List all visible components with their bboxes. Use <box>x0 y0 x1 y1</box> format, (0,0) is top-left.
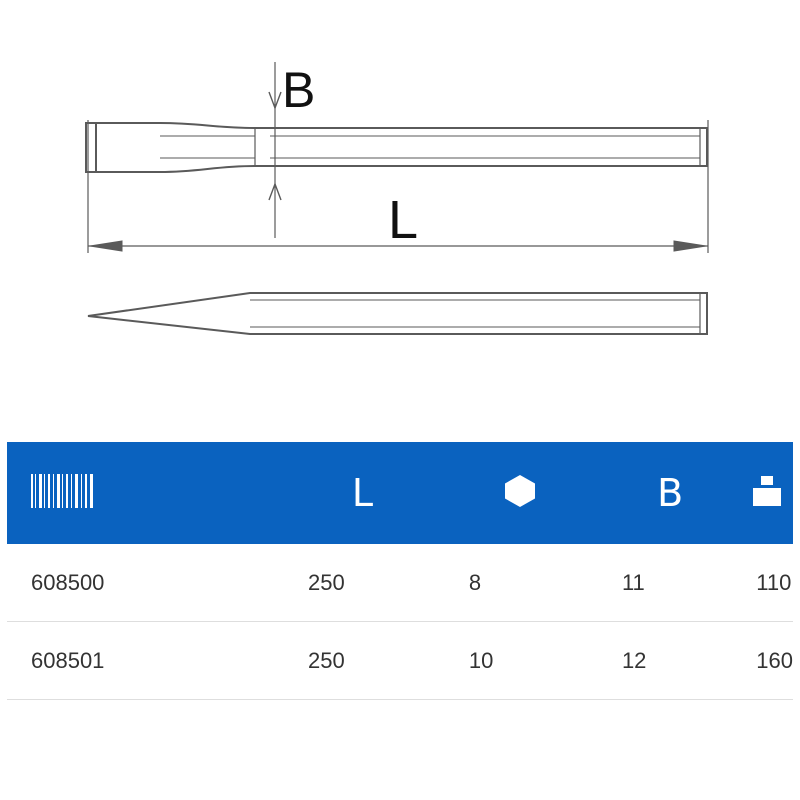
header-b-label: B <box>657 471 684 515</box>
hexagon-icon <box>504 474 536 508</box>
cell-length: 250 <box>284 544 441 622</box>
cell-weight: 110 <box>740 544 793 622</box>
header-length-label: L <box>351 471 374 515</box>
cell-b: 11 <box>600 544 740 622</box>
cell-hex: 10 <box>441 622 600 700</box>
table-header-row <box>7 442 793 544</box>
spec-table <box>7 442 793 700</box>
point-chisel-outline <box>88 293 707 334</box>
cell-code: 608500 <box>7 544 284 622</box>
header-weight <box>740 442 793 544</box>
table-row <box>7 544 793 622</box>
cell-code: 608501 <box>7 622 284 700</box>
barcode-icon <box>31 474 93 508</box>
header-hex <box>441 442 600 544</box>
chisel-outline <box>86 123 707 172</box>
header-b <box>600 442 740 544</box>
table-row <box>7 622 793 700</box>
dimension-l-label: L <box>388 190 419 250</box>
cell-length: 250 <box>284 622 441 700</box>
header-length <box>284 442 441 544</box>
dimension-b-label: B <box>282 62 316 118</box>
cell-hex: 8 <box>441 544 600 622</box>
technical-drawing <box>0 0 800 380</box>
cell-weight: 160 <box>740 622 793 700</box>
cell-b: 12 <box>600 622 740 700</box>
header-code <box>7 442 284 544</box>
weight-icon <box>752 476 782 506</box>
